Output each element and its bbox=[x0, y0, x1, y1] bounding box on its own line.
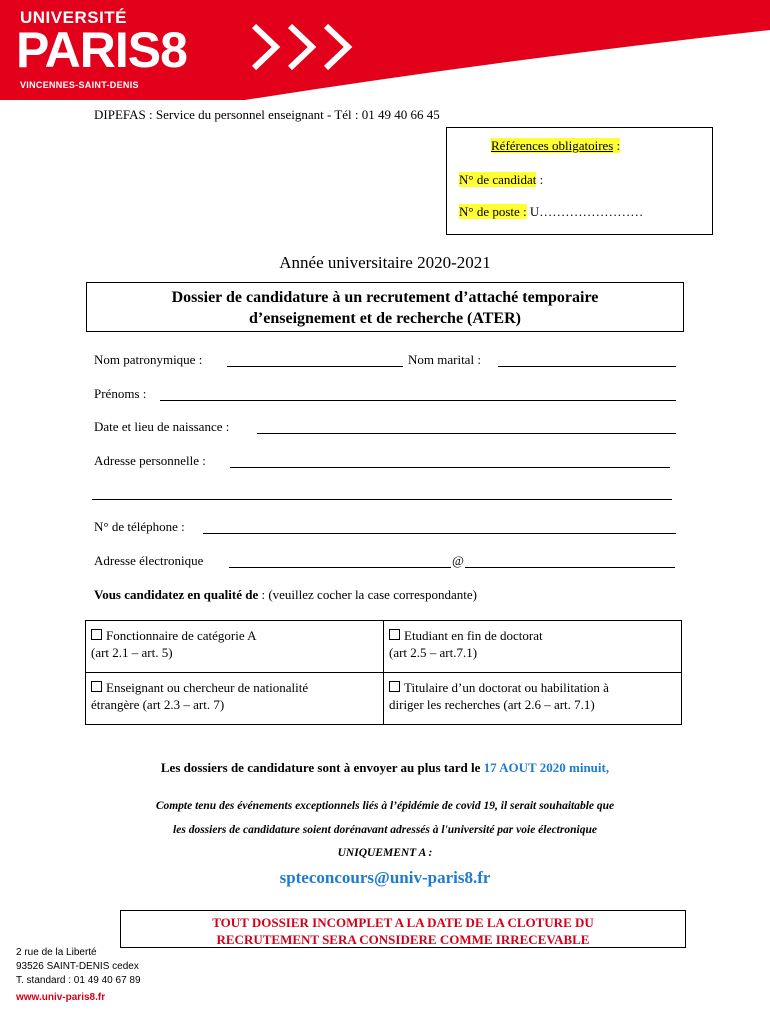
checkbox-icon[interactable] bbox=[91, 681, 102, 692]
logo-paris8: PARIS8 bbox=[16, 22, 187, 78]
adresse-input-line2[interactable] bbox=[92, 499, 672, 500]
option-fonctionnaire[interactable]: Fonctionnaire de catégorie A (art 2.1 – art. 5) bbox=[86, 621, 384, 673]
candidat-row: N° de candidat : bbox=[459, 172, 544, 187]
email-domain-input[interactable] bbox=[465, 567, 675, 568]
references-box bbox=[446, 127, 713, 235]
footer-address1: 2 rue de la Liberté bbox=[16, 947, 97, 958]
adresse-input[interactable] bbox=[230, 467, 670, 468]
footer-address2: 93526 SAINT-DENIS cedex bbox=[16, 961, 139, 972]
academic-year: Année universitaire 2020-2021 bbox=[279, 253, 491, 272]
document-title: Dossier de candidature à un recrutement d’attaché temporaire d’enseignement et de recherche (ATER) bbox=[86, 282, 684, 332]
nom-patronymique-label: Nom patronymique : bbox=[94, 352, 203, 367]
prenoms-input[interactable] bbox=[160, 400, 676, 401]
contact-email-link[interactable]: spteconcours@univ-paris8.fr bbox=[279, 868, 491, 887]
deadline-notice: Les dossiers de candidature sont à envoyer au plus tard le 17 AOUT 2020 minuit, bbox=[160, 760, 610, 775]
covid-notice-line1: Compte tenu des événements exceptionnels liés à l’épidémie de covid 19, il serait souhaitable que bbox=[155, 800, 615, 812]
footer-standard: T. standard : 01 49 40 67 89 bbox=[16, 975, 141, 986]
checkbox-icon[interactable] bbox=[91, 629, 102, 640]
service-line: DIPEFAS : Service du personnel enseignant - Tél : 01 49 40 66 45 bbox=[94, 107, 440, 122]
date-lieu-label: Date et lieu de naissance : bbox=[94, 419, 230, 434]
poste-row bbox=[459, 204, 643, 220]
footer-website-link[interactable]: www.univ-paris8.fr bbox=[16, 992, 106, 1003]
adresse-label: Adresse personnelle : bbox=[94, 453, 206, 468]
qualite-instruction: Vous candidatez en qualité de : (veuillez cocher la case correspondante) bbox=[94, 587, 477, 602]
chevron-right-icon bbox=[318, 22, 362, 72]
telephone-label: N° de téléphone : bbox=[94, 519, 185, 534]
deadline-date: 17 AOUT 2020 minuit, bbox=[483, 760, 610, 775]
covid-notice-line3: UNIQUEMENT A : bbox=[337, 847, 433, 859]
option-titulaire-doctorat[interactable]: Titulaire d’un doctorat ou habilitation à diriger les recherches (art 2.6 – art. 7.1) bbox=[384, 673, 682, 725]
references-title-row: Références obligatoires : bbox=[491, 138, 621, 153]
qualite-options-table bbox=[85, 620, 682, 725]
references-title: Références obligatoires bbox=[491, 138, 614, 153]
email-user-input[interactable] bbox=[229, 567, 451, 568]
option-etudiant[interactable]: Etudiant en fin de doctorat (art 2.5 – art.7.1) bbox=[384, 621, 682, 673]
checkbox-icon[interactable] bbox=[389, 681, 400, 692]
poste-value[interactable]: U…………………… bbox=[526, 204, 644, 219]
date-lieu-input[interactable] bbox=[257, 433, 676, 434]
nom-marital-label: Nom marital : bbox=[408, 352, 481, 367]
nom-marital-input[interactable] bbox=[498, 366, 676, 367]
header-banner bbox=[0, 0, 770, 100]
logo-subtitle: VINCENNES-SAINT-DENIS bbox=[20, 80, 139, 90]
logo-university-text: UNIVERSITÉ bbox=[20, 8, 128, 27]
email-label: Adresse électronique bbox=[94, 553, 204, 568]
option-enseignant-etranger[interactable]: Enseignant ou chercheur de nationalité étrangère (art 2.3 – art. 7) bbox=[86, 673, 384, 725]
covid-notice-line2: les dossiers de candidature soient dorénavant adressés à l'université par voie électronique bbox=[173, 824, 597, 836]
telephone-input[interactable] bbox=[203, 533, 676, 534]
prenoms-label: Prénoms : bbox=[94, 386, 147, 401]
checkbox-icon[interactable] bbox=[389, 629, 400, 640]
incomplete-warning-box: TOUT DOSSIER INCOMPLET A LA DATE DE LA CLOTURE DU RECRUTEMENT SERA CONSIDERE COMME IRRECEVABLE bbox=[120, 910, 686, 948]
poste-label: N° de poste : bbox=[459, 204, 527, 219]
at-sign: @ bbox=[452, 553, 464, 568]
nom-patronymique-input[interactable] bbox=[227, 366, 403, 367]
candidat-label: N° de candidat bbox=[459, 172, 537, 187]
